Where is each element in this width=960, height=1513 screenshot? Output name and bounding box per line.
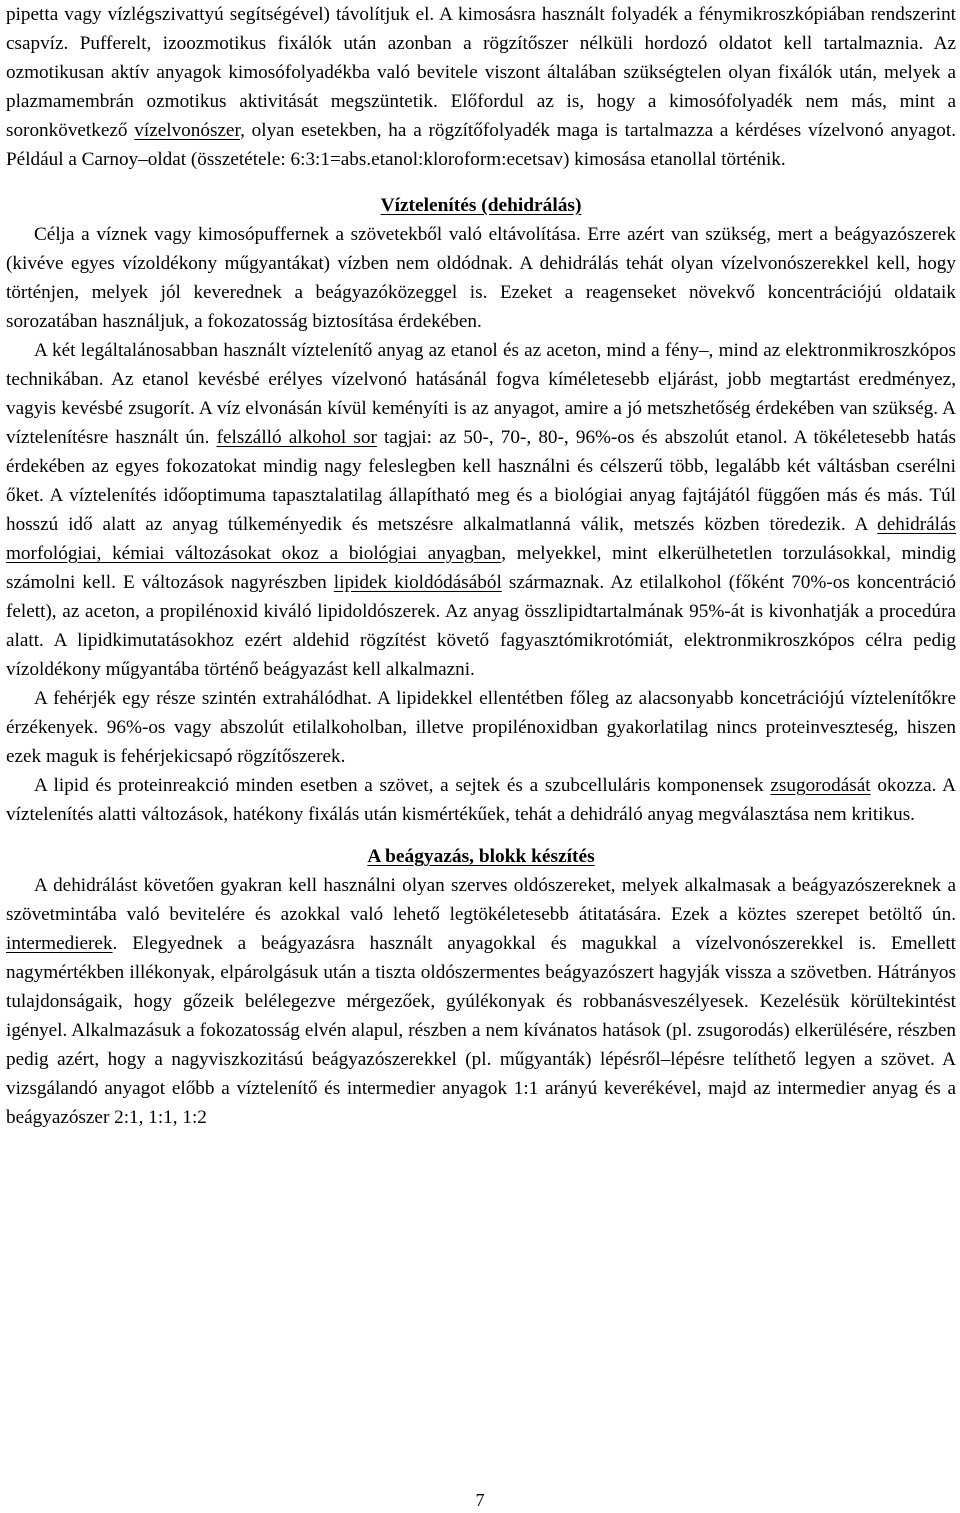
paragraph-feherjek: A fehérjék egy része szintén extrahálódhat. A lipidekkel ellentétben főleg az alacsonyabb koncetrációjú víztelenítőkre érzékenyek. 96%-os vagy abszolút etilalkoholban, illetve propilénoxidban gyakorlatilag nincs proteinveszteség, hiszen ezek maguk is fehérjekicsapó rögzítőszerek. — [6, 688, 956, 767]
text-run: pipetta vagy vízlégszivattyú segítségével) távolítjuk el. A kimosásra használt folyadék a fénymikroszkópiában rendszerint csapvíz. Pufferelt, izoozmotikus fixálók után azonban a rögzítőszer nélküli hordozó oldatot kell tartalmaznia. Az ozmotikusan aktív anyagok kimosófolyadékba való bevitele viszont általában szükségtelen olyan fixálók után, melyek a plazmamembrán ozmotikus aktivitását megszüntetik. Előfordul az is, hogy a kimosófolyadék nem más, mint a soronkövetkező — [6, 4, 956, 141]
link-lipidek-kioldodasa[interactable]: lipidek kioldódásából — [333, 572, 502, 593]
text-run: származnak. Az etilalkohol (főként 70%-os koncentráció felett), az aceton, a propilénoxid kiváló lipidoldószerek. Az anyag összlipidtartalmának 95%-át is kivonhatják a procedúra alatt. A lipidkimutatásokhoz ezért aldehid rögzítést követő fagyasztómikrotómiát, elektronmikroszkópos célra pedig vízoldékony műgyantába történő beágyazást kell alkalmazni. — [6, 572, 956, 680]
paragraph-beagyazas — [6, 871, 956, 1132]
paragraph-dehidralas-agents — [6, 336, 956, 684]
link-vizelvonoszer[interactable]: vízelvonószer — [134, 120, 241, 141]
paragraph-dehidralas-purpose: Célja a víznek vagy kimosópuffernek a szövetekből való eltávolítása. Erre azért van szükség, mert a beágyazószerek (kivéve egyes vízoldékony műgyantákat) vízben nem oldódnak. A dehidrálás tehát olyan vízelvonószerekkel kell, hogy történjen, melyek jól keverednek a beágyazóközeggel is. Ezeket a reagenseket növekvő koncentrációjú oldataik sorozatában használjuk, a fokozatosság biztosítása érdekében. — [6, 224, 956, 332]
text-run: . Elegyednek a beágyazásra használt anyagokkal és magukkal a vízelvonószerekkel is. Emellett nagymértékben illékonyak, elpárolgásuk után a tiszta oldószermentes beágyazószert hagyják vissza a szövetben. Hátrányos tulajdonságaik, hogy gőzeik belélegezve mérgezőek, gyúlékonyak és robbanásveszélyesek. Kezelésük körültekintést igényel. Alkalmazásuk a fokozatosság elvén alapul, részben a nem kívánatos hatások (pl. zsugorodás) elkerülésére, részben pedig azért, hogy a nagyviszkozitású beágyazószerekkel (pl. műgyanták) lépésről–lépésre telíthető legyen a szövet. A vizsgálandó anyagot előbb a víztelenítő és intermedier anyagok 1:1 arányú keverékével, majd az intermedier anyag és a beágyazószer 2:1, 1:1, 1:2 — [6, 933, 956, 1128]
text-run: okozza. A víztelenítés alatti változások, hatékony fixálás után kismértékűek, tehát a dehidráló anyag megválasztása nem kritikus. — [6, 775, 956, 825]
text-run: , olyan esetekben, ha a rögzítőfolyadék maga is tartalmazza a kérdéses vízelvonó anyagot. Például a Carnoy–oldat (összetétele: 6:3:1=abs.etanol:kloroform:ecetsav) kimosása etanollal történik. — [6, 120, 956, 170]
link-zsugorodas[interactable]: zsugorodását — [770, 775, 871, 796]
text-run: A dehidrálást követően gyakran kell használni olyan szerves oldószereket, melyek alkalmasak a beágyazószereknek a szövetmintába való bevitelére és azokkal való lehető legtökéletesebb átitatására. Ezek a köztes szerepet betöltő ún. — [6, 875, 956, 925]
link-felszallo-alkohol-sor[interactable]: felszálló alkohol sor — [216, 427, 377, 448]
continuation-paragraph — [6, 0, 956, 174]
section-heading-beagyazas: A beágyazás, blokk készítés — [367, 846, 595, 867]
text-run: , melyekkel, mint elkerülhetetlen torzulásokkal, mindig számolni kell. E változások nagyrészben — [6, 543, 956, 593]
section-heading-dehidralas: Víztelenítés (dehidrálás) — [380, 195, 582, 216]
text-run: A lipid és proteinreakció minden esetben a szövet, a sejtek és a szubcelluláris komponensek — [34, 775, 771, 796]
text-run: A két legáltalánosabban használt víztelenítő anyag az etanol és az aceton, mind a fény–, mind az elektronmikroszkópos technikában. Az etanol kevésbé erélyes vízelvonó hatásánál fogva kíméletesebb eljárást, jobb megtartást eredményez, vagyis kevésbé zsugorít. A víz elvonásán kívül keményíti is az anyagot, amire a jó metszhetőség érdekében van szükség. A víztelenítésre használt ún. — [6, 340, 956, 448]
text-run: tagjai: az 50-, 70-, 80-, 96%-os és abszolút etanol. A tökéletesebb hatás érdekében az egyes fokozatokat mindig nagy feleslegben kell használni és célszerű több, legalább két váltásban cserélni őket. A víztelenítés időoptimuma tapasztalatilag állapítható meg és a biológiai anyag fajtájától függően más és más. Túl hosszú idő alatt az anyag túlkeményedik és metszésre alkalmatlanná válik, metszés közben töredezik. A — [6, 427, 956, 535]
link-dehidralas-valtozasok[interactable]: dehidrálás morfológiai, kémiai változásokat okoz a biológiai anyagban — [6, 514, 956, 564]
link-intermedierek[interactable]: intermedierek — [6, 933, 113, 954]
document-page — [6, 0, 956, 1132]
page-number: 7 — [475, 1490, 485, 1510]
paragraph-lipid-protein — [6, 771, 956, 829]
